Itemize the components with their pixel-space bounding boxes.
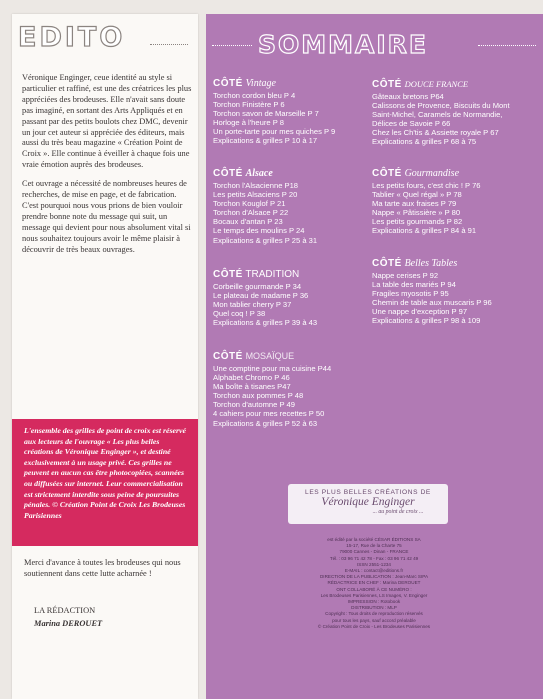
imprint-block	[284, 537, 464, 630]
section-heading: CÔTÉ Alsace	[213, 168, 273, 179]
toc-entry[interactable]: Gâteaux bretons P64	[372, 92, 444, 101]
imprint-line: est édité par la société CÉSAR ÉDITIONS SA	[327, 537, 421, 542]
section-tradition	[213, 269, 373, 327]
imprint-line: Les Brodeuses Parisiennes, LS Images, V. Enginger	[320, 592, 428, 598]
section-heading: CÔTÉ DOUCE FRANCE	[372, 79, 469, 90]
copyright-notice: L'ensemble des grilles de point de croix est réservé aux lecteurs de l'ouvrage « Les plus belles créations de Véronique Enginger », et destiné exclusivement à un usage privé. Ces grilles ne peuvent en aucun cas être photocopiées, scannées ou diffusées sur internet. Leur commercialisation est strictement interdite sous peine de poursuites pénales. © Création Point de Croix Les Brodeuses Parisiennes	[24, 426, 186, 520]
signoff-name: Marina DEROUET	[34, 619, 103, 628]
toc-entry[interactable]: Nappe cerises P 92	[372, 271, 439, 280]
section-heading: CÔTÉ TRADITION	[213, 269, 300, 280]
thanks-text: Merci d'avance à toutes les brodeuses qui nous soutiennent dans cette lutte acharnée !	[24, 558, 181, 578]
toc-entry[interactable]: Ma boîte à tisanes P47	[213, 382, 291, 392]
toc-entry[interactable]: Torchon Kouglof P 21	[213, 199, 286, 209]
toc-entry[interactable]: Les petits Alsaciens P 20	[213, 190, 298, 200]
toc-entry[interactable]: La table des mariés P 94	[372, 280, 456, 290]
imprint-line: Copyright : Tous droits de reproduction réservés	[325, 611, 423, 617]
signoff-label: LA RÉDACTION	[34, 606, 96, 615]
toc-entry[interactable]: Le plateau de madame P 36	[213, 291, 309, 301]
toc-entry[interactable]: Délices de Savoie P 66	[372, 119, 451, 129]
imprint-line: © Création Point de Croix - Les Brodeuses Parisiennes	[317, 623, 431, 629]
sommaire-title: SOMMAIRE	[258, 30, 428, 59]
toc-entry[interactable]: Torchon savon de Marseille P 7	[213, 109, 319, 119]
section-mosaique	[213, 350, 373, 428]
toc-entry[interactable]: Explications & grilles P 10 à 17	[213, 136, 318, 146]
toc-entry[interactable]: Un porte-tarte pour mes quiches P 9	[213, 127, 336, 137]
imprint-line: 15-17, Rue de la Charte 75	[346, 543, 402, 549]
logo-top-text: LES PLUS BELLES CRÉATIONS DE	[305, 489, 431, 496]
toc-entry[interactable]: Une nappe d'exception P 97	[372, 307, 468, 317]
toc-entry[interactable]: Torchon aux pommes P 48	[213, 391, 304, 401]
section-heading: CÔTÉ Belles Tables	[372, 258, 458, 269]
sommaire-divider-right	[478, 45, 536, 46]
toc-entry[interactable]: Bocaux d'antan P 23	[213, 217, 283, 227]
toc-entry[interactable]: Les petits gourmands P 82	[372, 217, 463, 227]
imprint-line: pour tous les pays, sauf accord préalable	[332, 617, 416, 623]
imprint-line: ONT COLLABORÉ À CE NUMÉRO :	[336, 586, 412, 592]
toc-entry[interactable]: Corbeille gourmande P 34	[213, 282, 302, 291]
imprint-line: E-MAIL : contact@editions.fr	[344, 568, 404, 574]
toc-entry[interactable]: 4 cahiers pour mes recettes P 50	[213, 409, 325, 419]
toc-entry[interactable]: Tablier « Quel régal » P 78	[372, 190, 462, 200]
toc-entry[interactable]: Quel coq ! P 38	[213, 309, 266, 319]
toc-entry[interactable]: Torchon d'automne P 49	[213, 400, 295, 410]
section-douce-france	[372, 78, 532, 147]
toc-entry[interactable]: Chemin de table aux muscaris P 96	[372, 298, 492, 308]
toc-entry[interactable]: Chez les Ch'tis & Assiette royale P 67	[372, 128, 499, 138]
section-vintage	[213, 78, 373, 146]
toc-entry[interactable]: Torchon d'Alsace P 22	[213, 208, 289, 218]
section-heading: CÔTÉ Gourmandise	[372, 168, 460, 179]
imprint-line: DISTRIBUTION : MLP	[351, 605, 397, 611]
toc-entry[interactable]: Le temps des moulins P 24	[213, 226, 305, 236]
toc-entry[interactable]: Saint-Michel, Caramels de Normandie,	[372, 110, 503, 120]
toc-entry[interactable]: Une comptine pour ma cuisine P44	[213, 364, 332, 373]
toc-entry[interactable]: Torchon cordon bleu P 4	[213, 91, 296, 100]
toc-entry[interactable]: Explications & grilles P 84 à 91	[372, 226, 477, 236]
imprint-line: 79000 Cannes - Dinan - FRANCE	[339, 549, 409, 555]
toc-entry[interactable]: Torchon l'Alsacienne P18	[213, 181, 299, 190]
logo-main-text: Véronique Enginger	[321, 496, 415, 508]
toc-entry[interactable]: Ma tarte aux fraises P 79	[372, 199, 457, 209]
edito-divider	[150, 44, 188, 45]
edito-paragraph-2: Cet ouvrage a nécessité de nombreuses heures de recherches, de mise en page, et de fabrication. C'est pourquoi nous vous prions de bien vouloir prendre bonne note du message qui suit, un message qui devient pour nous absolument vital si nous souhaitez toujours avoir le même plaisir à découvrir de très beaux ouvrages.	[22, 179, 191, 254]
edito-paragraph-1: Véronique Enginger, ceue identité au style si particulier et raffiné, est une des créatrices les plus appréciées des brodeuses. Elle n'avait sans doute pas imaginé, en sortant des Arts Appliqués et en passant par des petits boulots chez DMC, devenir un jour cet auteur si appréciée des éditeurs, mais aussi du très beau magazine « Création Point de Croix ». Elle continue à éveiller à chaque fois une vraie émotion auprès des brodeuses.	[22, 73, 192, 170]
toc-entry[interactable]: Explications & grilles P 25 à 31	[213, 235, 318, 245]
section-gourmandise	[372, 168, 532, 236]
section-belles-tables	[372, 258, 532, 326]
sommaire-divider-left	[212, 45, 252, 46]
section-alsace	[213, 168, 373, 245]
section-heading: CÔTÉ Vintage	[213, 78, 276, 89]
imprint-line: RÉDACTRICE EN CHEF : Marina DEROUET	[327, 580, 421, 586]
toc-entry[interactable]: Alphabet Chromo P 46	[213, 373, 290, 383]
imprint-line: ISSN 2551-1234	[357, 561, 391, 567]
toc-entry[interactable]: Horloge à l'heure P 8	[213, 118, 284, 128]
toc-entry[interactable]: Les petits fours, c'est chic ! P 76	[372, 181, 481, 190]
edito-body	[22, 73, 192, 264]
logo-sub-text: ... au point de croix ...	[372, 509, 424, 515]
edito-title: EDITO	[18, 22, 126, 53]
toc-entry[interactable]: Explications & grilles P 68 à 75	[372, 137, 477, 147]
toc-entry[interactable]: Calissons de Provence, Biscuits du Mont	[372, 101, 510, 111]
toc-entry[interactable]: Torchon Finistère P 6	[213, 100, 285, 110]
toc-entry[interactable]: Explications & grilles P 39 à 43	[213, 318, 318, 328]
imprint-line: DIRECTION DE LA PUBLICATION : Jean-Marc SIPA	[319, 574, 429, 580]
publication-logo	[288, 484, 448, 524]
toc-entry[interactable]: Explications & grilles P 98 à 109	[372, 316, 481, 326]
toc-entry[interactable]: Mon tablier cherry P 37	[213, 300, 292, 310]
imprint-line: IMPRESSION : Rotobook	[347, 599, 401, 605]
toc-entry[interactable]: Explications & grilles P 52 à 63	[213, 418, 318, 428]
section-heading: CÔTÉ MOSAÏQUE	[213, 351, 295, 362]
imprint-line: Tél. : 03 96 71 42 78 - Fax : 03 96 71 42 49	[329, 555, 419, 561]
toc-entry[interactable]: Nappe « Pâtissière » P 80	[372, 208, 461, 218]
toc-entry[interactable]: Fragiles myosotis P 95	[372, 289, 449, 299]
